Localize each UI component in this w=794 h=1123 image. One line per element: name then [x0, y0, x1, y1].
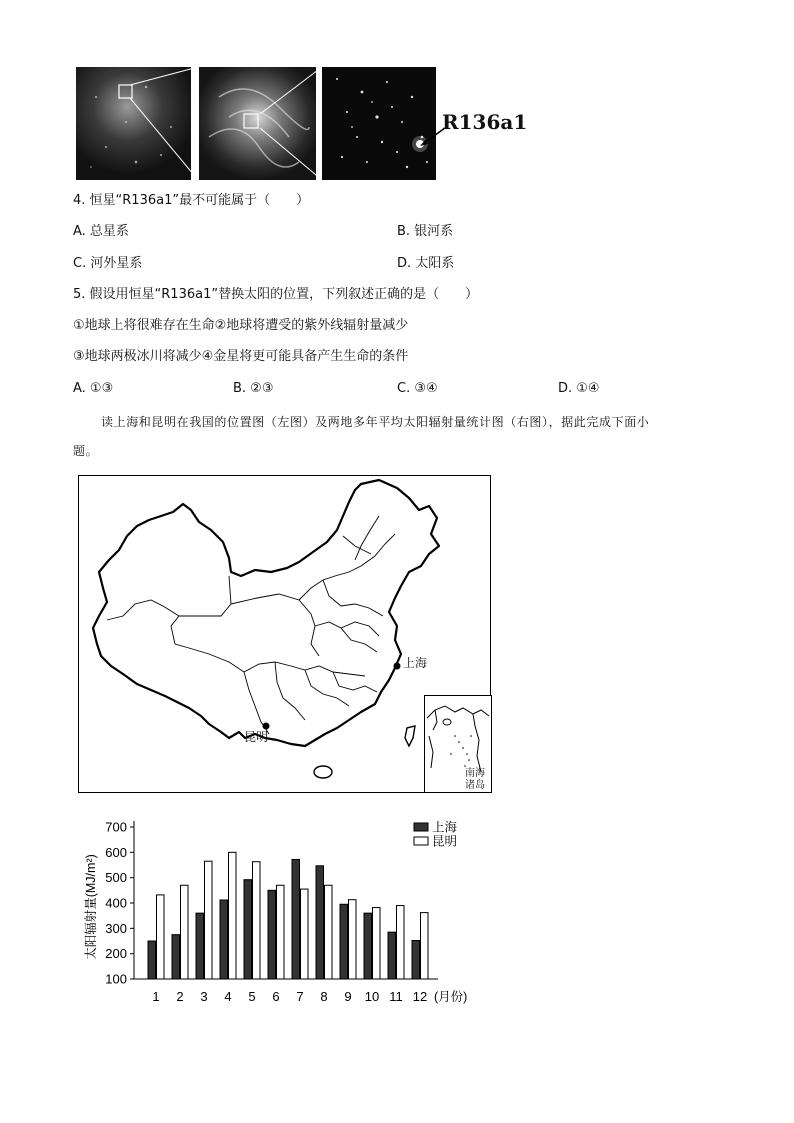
- bar-shanghai: [292, 859, 300, 979]
- q4-option-c: C. 河外星系: [73, 256, 143, 271]
- bar-shanghai: [148, 941, 156, 979]
- bar-kunming: [229, 852, 237, 979]
- bar-kunming: [205, 861, 213, 979]
- x-tick-label: 9: [344, 989, 352, 1004]
- x-tick-label: 12: [412, 989, 428, 1004]
- q5-option-d: D. ①④: [558, 381, 600, 396]
- bar-shanghai: [388, 932, 396, 979]
- zoom-lines-1: [118, 67, 208, 180]
- bar-shanghai: [196, 913, 204, 979]
- bar-kunming: [277, 885, 285, 979]
- x-tick-label: 4: [224, 989, 232, 1004]
- q5-option-b: B. ②③: [233, 381, 274, 396]
- x-tick-label: 5: [248, 989, 256, 1004]
- bar-kunming: [325, 885, 333, 979]
- x-tick-label: 3: [200, 989, 208, 1004]
- passage-line-2: 题。: [73, 444, 99, 458]
- bar-shanghai: [172, 935, 180, 979]
- bar-kunming: [157, 895, 165, 979]
- star-cluster-photo: [322, 67, 436, 180]
- bar-shanghai: [220, 900, 228, 979]
- legend-label-shanghai: 上海: [432, 820, 458, 835]
- bar-shanghai: [340, 904, 348, 979]
- passage-line-1: 读上海和昆明在我国的位置图（左图）及两地多年平均太阳辐射量统计图（右图），据此完成下面小: [101, 415, 650, 429]
- q5-statement-1: ①地球上将很难存在生命②地球将遭受的紫外线辐射量减少: [73, 318, 409, 333]
- legend-label-kunming: 昆明: [432, 834, 458, 849]
- bar-kunming: [253, 862, 261, 979]
- q5-option-a: A. ①③: [73, 381, 114, 396]
- x-tick-label: 8: [320, 989, 328, 1004]
- bar-shanghai: [316, 866, 324, 979]
- y-tick-label: 100: [105, 971, 127, 987]
- y-tick-label: 500: [105, 870, 127, 886]
- solar-radiation-chart: [78, 815, 498, 1015]
- legend-swatch-shanghai: [414, 823, 428, 831]
- shanghai-label: 上海: [403, 656, 428, 670]
- y-tick-label: 400: [105, 895, 127, 911]
- inset-label-line-2: 诸岛: [465, 780, 485, 791]
- bar-kunming: [181, 885, 189, 979]
- bar-shanghai: [412, 940, 420, 979]
- star-label: R136a1: [442, 110, 528, 134]
- bar-kunming: [301, 889, 309, 979]
- bar-shanghai: [364, 913, 372, 979]
- x-tick-label: 10: [364, 989, 380, 1004]
- legend-swatch-kunming: [414, 837, 428, 845]
- q4-option-a: A. 总星系: [73, 224, 129, 239]
- q5-option-c: C. ③④: [397, 381, 438, 396]
- x-tick-label: 1: [152, 989, 160, 1004]
- x-tick-label: 11: [389, 989, 403, 1004]
- y-axis-label: 太阳辐射量(MJ/m²): [84, 854, 98, 960]
- x-tick-label: 6: [272, 989, 280, 1004]
- shanghai-marker: [394, 663, 401, 670]
- question-4-stem: 4. 恒星“R136a1”最不可能属于（ ）: [73, 193, 310, 208]
- bar-kunming: [373, 908, 381, 979]
- x-axis-unit-label: (月份): [434, 990, 468, 1004]
- q4-option-b: B. 银河系: [397, 224, 454, 239]
- bar-kunming: [397, 906, 405, 979]
- x-tick-label: 7: [296, 989, 304, 1004]
- bar-shanghai: [268, 890, 276, 979]
- bar-kunming: [421, 913, 429, 979]
- y-tick-label: 600: [105, 844, 127, 860]
- kunming-label: 昆明: [244, 730, 269, 744]
- question-5-stem: 5. 假设用恒星“R136a1”替换太阳的位置，下列叙述正确的是（ ）: [73, 287, 479, 302]
- inset-label-line-1: 南海: [465, 768, 485, 779]
- bar-kunming: [349, 900, 357, 979]
- q5-statement-2: ③地球两极冰川将减少④金星将更可能具备产生生命的条件: [73, 349, 409, 364]
- q4-option-d: D. 太阳系: [397, 256, 455, 271]
- x-tick-label: 2: [176, 989, 184, 1004]
- zoom-lines-2: [250, 67, 330, 180]
- y-tick-label: 700: [105, 819, 127, 835]
- bar-shanghai: [244, 880, 252, 979]
- y-tick-label: 300: [105, 920, 127, 936]
- y-tick-label: 200: [105, 946, 127, 962]
